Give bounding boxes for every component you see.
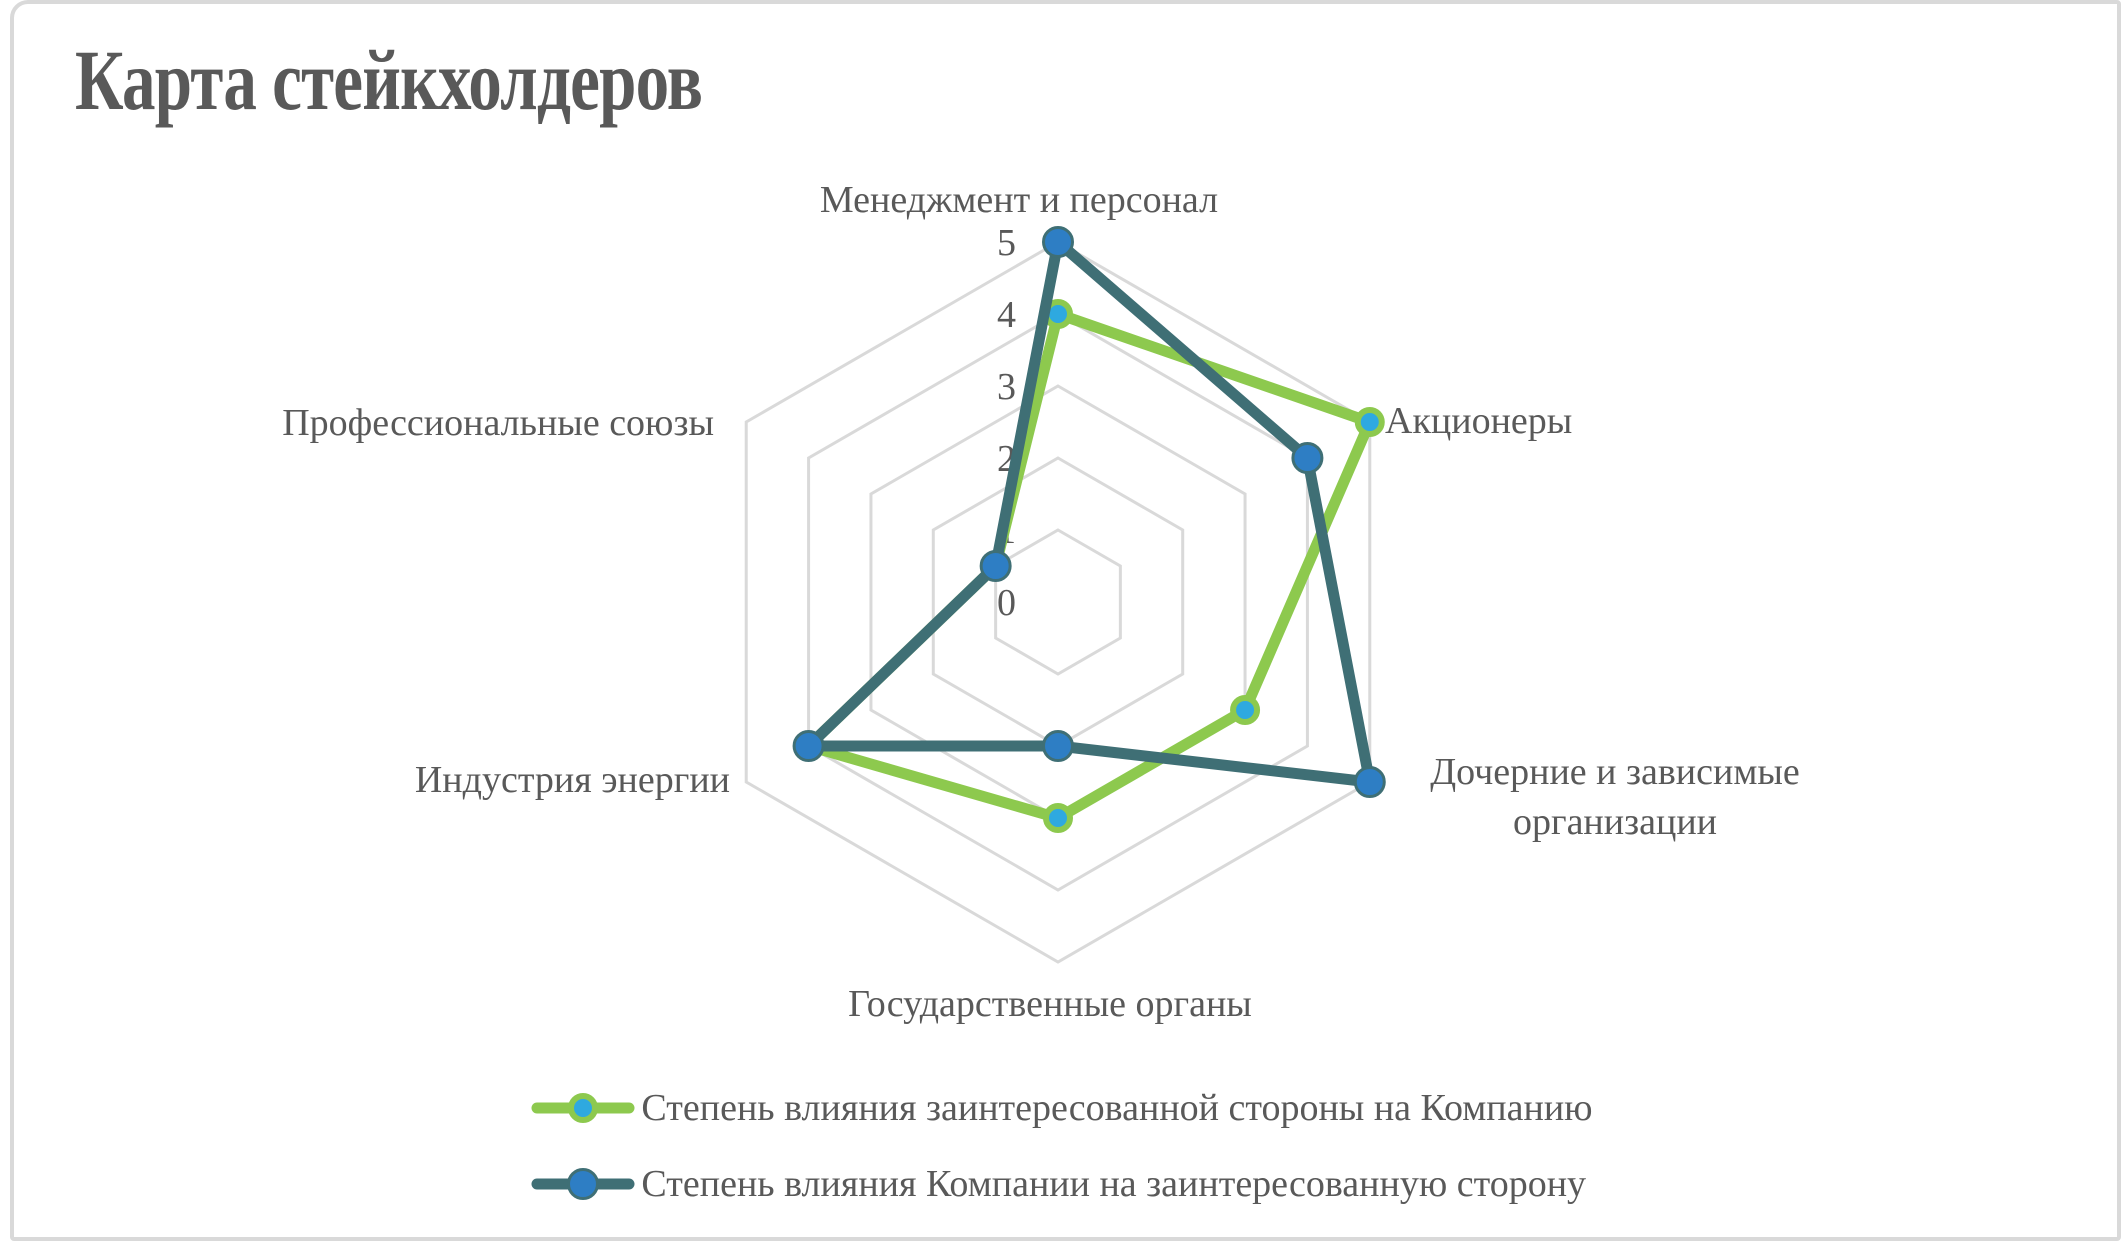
axis-label-2: организации [1512,801,1718,843]
axis-label-0: Менеджмент и персонал [819,179,1219,221]
data-point-s1-c2[interactable] [1355,768,1384,797]
chart-title: Карта стейкхолдеров [75,32,703,128]
chart-legend [0,1080,2124,1212]
axis-label-4: Индустрия энергии [414,759,730,801]
radial-tick-1: 1 [997,510,1016,552]
data-point-s0-c2[interactable] [1233,698,1257,722]
axis-label-5: Профессиональные союзы [282,402,714,444]
radial-tick-4: 4 [997,294,1016,336]
legend-label: Степень влияния заинтересованной стороны на Компанию [641,1087,1593,1129]
radial-tick-5: 5 [997,222,1016,264]
data-point-s1-c5[interactable] [981,552,1010,581]
data-point-s1-c0[interactable] [1044,228,1073,257]
radial-tick-2: 2 [997,438,1016,480]
data-point-s0-c1[interactable] [1358,410,1382,434]
axis-label-1: Акционеры [1385,400,1573,442]
grid-ring-2 [933,458,1182,746]
radial-tick-3: 3 [997,366,1016,408]
data-point-s1-c1[interactable] [1293,444,1322,473]
legend-item-stakeholder-influence[interactable] [531,1080,1592,1136]
axis-label-2: Дочерние и зависимые [1430,751,1800,793]
radial-tick-0: 0 [997,582,1016,624]
data-point-s1-c4[interactable] [794,732,823,761]
legend-label: Степень влияния Компании на заинтересованную сторону [641,1163,1587,1205]
data-point-s0-c3[interactable] [1046,806,1070,830]
legend-marker-icon [531,1164,635,1204]
legend-item-company-influence[interactable] [531,1156,1586,1212]
data-point-s1-c3[interactable] [1044,732,1073,761]
legend-marker-icon [531,1088,635,1128]
grid-ring-5 [746,242,1370,962]
axis-label-3: Государственные органы [848,983,1252,1025]
